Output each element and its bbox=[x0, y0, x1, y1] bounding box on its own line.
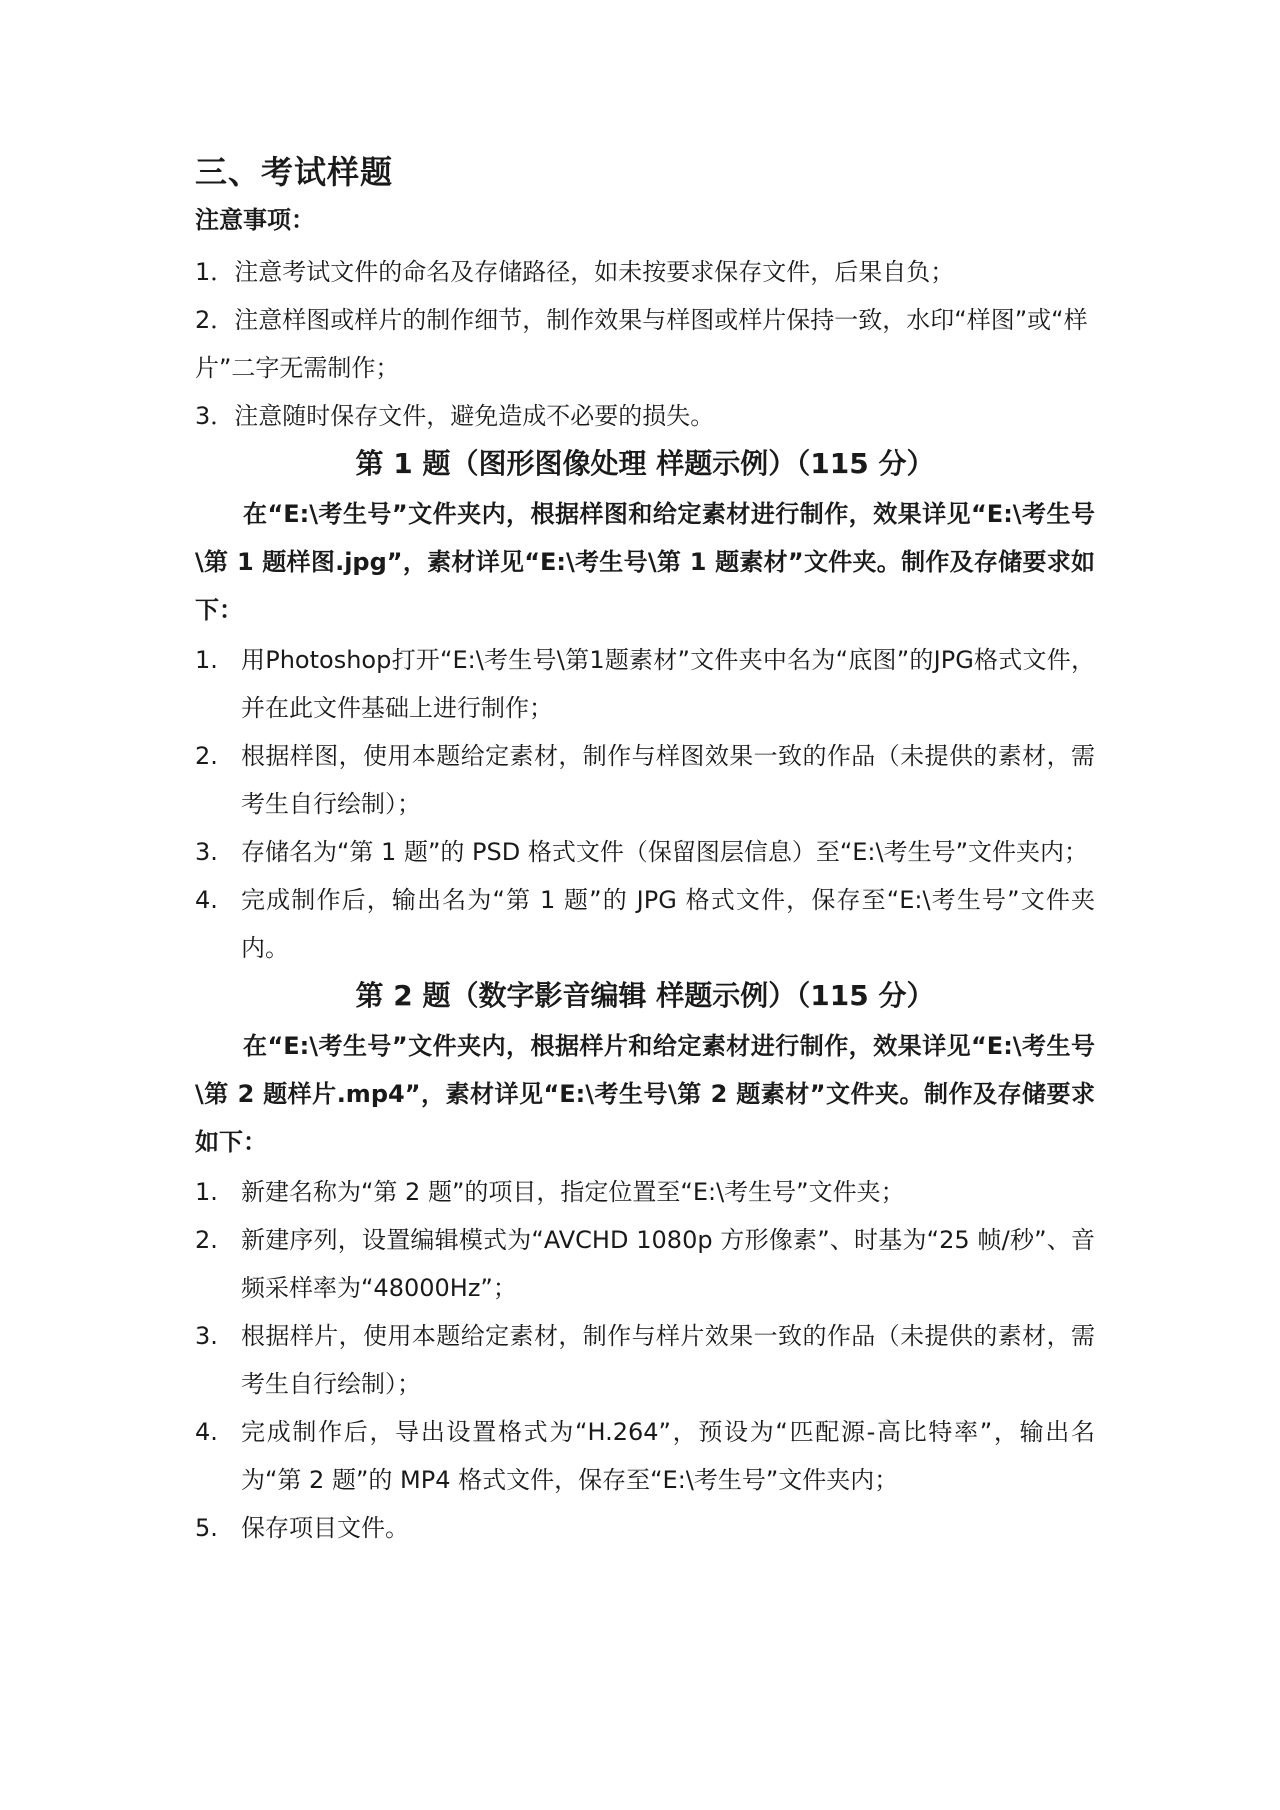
item-text: 新建序列，设置编辑模式为“AVCHD 1080p 方形像素”、时基为“25 帧/秒”、音频采样率为“48000Hz”； bbox=[241, 1226, 1095, 1302]
requirement-item bbox=[195, 876, 1095, 972]
requirement-item bbox=[195, 1216, 1095, 1312]
item-number: 3. bbox=[195, 1322, 218, 1350]
document-page bbox=[195, 150, 1095, 1552]
item-number: 1. bbox=[195, 1178, 218, 1206]
item-number: 5. bbox=[195, 1514, 218, 1542]
question-1-requirements bbox=[195, 636, 1095, 972]
notice-title: 注意事项： bbox=[195, 206, 315, 234]
item-text: 存储名为“第 1 题”的 PSD 格式文件（保留图层信息）至“E:\考生号”文件夹内； bbox=[241, 838, 1089, 866]
question-2-requirements bbox=[195, 1168, 1095, 1552]
requirement-item bbox=[195, 1312, 1095, 1408]
notice-item: 2．注意样图或样片的制作细节，制作效果与样图或样片保持一致，水印“样图”或“样片”二字无需制作； bbox=[195, 306, 1088, 382]
requirement-item bbox=[195, 1408, 1095, 1504]
question-1-title: 第 1 题（图形图像处理 样题示例）（115 分） bbox=[355, 447, 935, 480]
item-text: 新建名称为“第 2 题”的项目，指定位置至“E:\考生号”文件夹； bbox=[241, 1178, 905, 1206]
requirement-item bbox=[195, 636, 1095, 732]
item-number: 2. bbox=[195, 1226, 218, 1254]
requirement-item bbox=[195, 732, 1095, 828]
item-text: 保存项目文件。 bbox=[241, 1514, 409, 1542]
requirement-item bbox=[195, 1168, 1095, 1216]
requirement-item bbox=[195, 1504, 1095, 1552]
notice-item: 3．注意随时保存文件，避免造成不必要的损失。 bbox=[195, 402, 715, 430]
notice-item: 1．注意考试文件的命名及存储路径，如未按要求保存文件，后果自负； bbox=[195, 258, 955, 286]
item-number: 3. bbox=[195, 838, 218, 866]
item-number: 4. bbox=[195, 886, 218, 914]
item-number: 4. bbox=[195, 1418, 218, 1446]
question-2-title: 第 2 题（数字影音编辑 样题示例）（115 分） bbox=[355, 979, 935, 1012]
item-text: 完成制作后，导出设置格式为“H.264”，预设为“匹配源-高比特率”，输出名为“第 2 题”的 MP4 格式文件，保存至“E:\考生号”文件夹内； bbox=[241, 1418, 1095, 1494]
requirement-item bbox=[195, 828, 1095, 876]
item-number: 1. bbox=[195, 646, 218, 674]
item-text: 根据样图，使用本题给定素材，制作与样图效果一致的作品（未提供的素材，需考生自行绘制）； bbox=[241, 742, 1095, 818]
question-1-intro: 在“E:\考生号”文件夹内，根据样图和给定素材进行制作，效果详见“E:\考生号\第 1 题样图.jpg”，素材详见“E:\考生号\第 1 题素材”文件夹。制作及存储要求如下： bbox=[195, 500, 1095, 624]
question-2-intro: 在“E:\考生号”文件夹内，根据样片和给定素材进行制作，效果详见“E:\考生号\第 2 题样片.mp4”，素材详见“E:\考生号\第 2 题素材”文件夹。制作及存储要求如下： bbox=[195, 1032, 1095, 1156]
item-text: 用Photoshop打开“E:\考生号\第1题素材”文件夹中名为“底图”的JPG格式文件，并在此文件基础上进行制作； bbox=[241, 646, 1095, 722]
item-text: 根据样片，使用本题给定素材，制作与样片效果一致的作品（未提供的素材，需考生自行绘制）； bbox=[241, 1322, 1095, 1398]
item-text: 完成制作后，输出名为“第 1 题”的 JPG 格式文件，保存至“E:\考生号”文件夹内。 bbox=[241, 886, 1095, 962]
section-title: 三、考试样题 bbox=[195, 153, 394, 191]
item-number: 2. bbox=[195, 742, 218, 770]
